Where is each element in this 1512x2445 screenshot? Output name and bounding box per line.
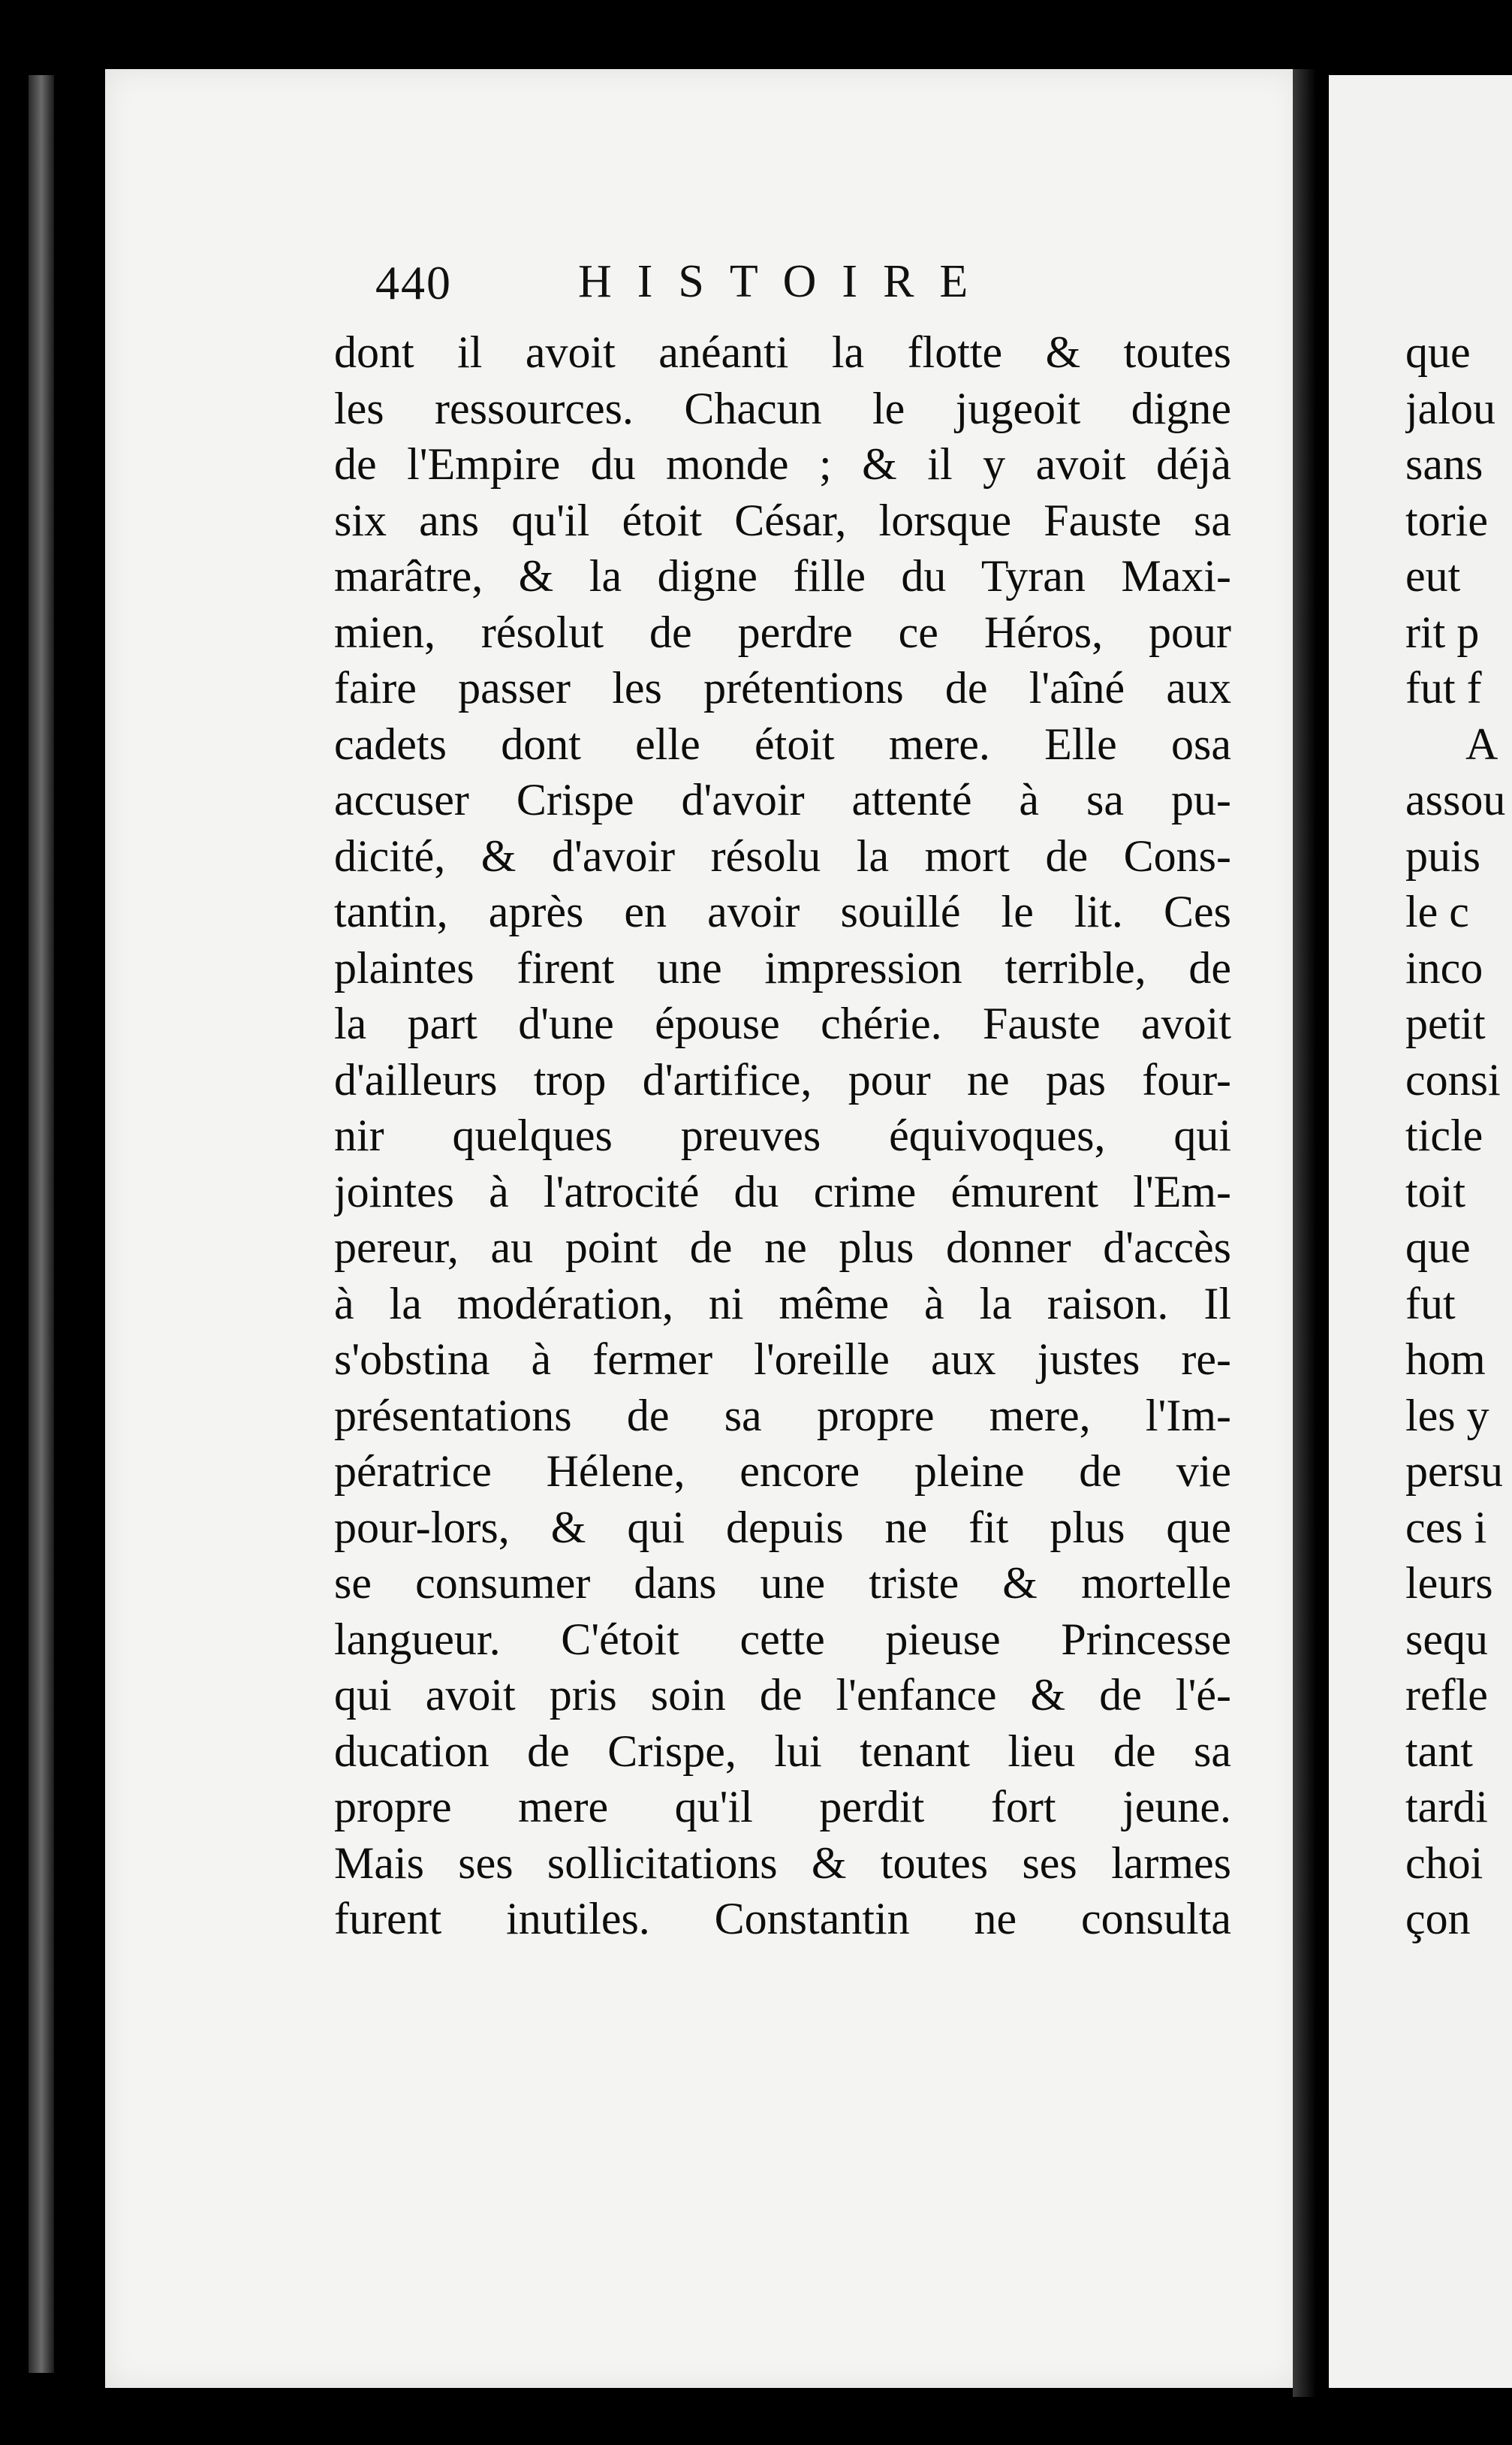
next-page-line: que: [1405, 1222, 1471, 1272]
text-line: Mais ses sollicitations & toutes ses larmes: [334, 1838, 1231, 1888]
running-head: HISTOIRE: [578, 256, 994, 307]
text-line: tantin, après en avoir souillé le lit. Ces: [334, 887, 1231, 936]
next-page-line: hom: [1405, 1334, 1486, 1384]
text-line: cadets dont elle étoit mere. Elle osa: [334, 719, 1231, 769]
text-line: qui avoit pris soin de l'enfance & de l'é-: [334, 1670, 1231, 1720]
text-line: se consumer dans une triste & mortelle: [334, 1558, 1231, 1608]
text-line: furent inutiles. Constantin ne consulta: [334, 1894, 1231, 1943]
next-page-line: le c: [1405, 887, 1469, 936]
gutter-shadow: [1293, 69, 1332, 2397]
text-line: s'obstina à fermer l'oreille aux justes re-: [334, 1334, 1231, 1384]
next-page-line: fut f: [1405, 663, 1482, 713]
next-page-line: tardi: [1405, 1782, 1488, 1831]
text-line: nir quelques preuves équivoques, qui: [334, 1111, 1231, 1160]
next-page-line: refle: [1405, 1670, 1488, 1720]
next-page-line: jalou: [1405, 383, 1495, 433]
text-line: pour-lors, & qui depuis ne fit plus que: [334, 1502, 1231, 1552]
next-page-line: tant: [1405, 1726, 1473, 1776]
next-page-line: inco: [1405, 942, 1483, 993]
next-page-line: puis: [1405, 831, 1481, 881]
text-line: pereur, au point de ne plus donner d'accès: [334, 1222, 1231, 1272]
text-line: d'ailleurs trop d'artifice, pour ne pas four-: [334, 1054, 1231, 1105]
next-page-line: torie: [1405, 495, 1488, 545]
text-line: faire passer les prétentions de l'aîné aux: [334, 663, 1231, 713]
next-page-line: rit p: [1405, 607, 1480, 657]
next-page-line: que: [1405, 327, 1471, 377]
text-line: plaintes firent une impression terrible, de: [334, 942, 1231, 993]
page-header: [375, 255, 1051, 323]
text-line: langueur. C'étoit cette pieuse Princesse: [334, 1614, 1231, 1664]
text-line: de l'Empire du monde ; & il y avoit déjà: [334, 439, 1231, 489]
text-line: la part d'une épouse chérie. Fauste avoit: [334, 999, 1231, 1048]
page-number: 440: [375, 256, 452, 309]
text-line: marâtre, & la digne fille du Tyran Maxi-: [334, 551, 1231, 601]
next-page-line: A: [1465, 719, 1498, 769]
body-text: [334, 324, 1231, 1947]
next-page-line: fut: [1405, 1278, 1456, 1328]
next-page-line: eut: [1405, 551, 1461, 601]
next-page-line: assou: [1405, 775, 1506, 825]
next-page-line: toit: [1405, 1166, 1466, 1216]
text-line: accuser Crispe d'avoir attenté à sa pu-: [334, 775, 1231, 825]
text-line: ducation de Crispe, lui tenant lieu de sa: [334, 1726, 1231, 1776]
next-page-line: persu: [1405, 1446, 1503, 1496]
text-line: jointes à l'atrocité du crime émurent l'Em-: [334, 1166, 1231, 1216]
text-line: à la modération, ni même à la raison. Il: [334, 1278, 1231, 1328]
text-line: six ans qu'il étoit César, lorsque Fauste sa: [334, 495, 1231, 545]
next-page-line: sans: [1405, 439, 1483, 489]
next-page-line: ticle: [1405, 1111, 1483, 1160]
next-page-line: leurs: [1405, 1558, 1493, 1608]
next-page-line: sequ: [1405, 1614, 1488, 1664]
text-line: dont il avoit anéanti la flotte & toutes: [334, 327, 1231, 377]
text-line: mien, résolut de perdre ce Héros, pour: [334, 607, 1231, 657]
next-page-line: choi: [1405, 1838, 1483, 1888]
next-page-line: les y: [1405, 1390, 1489, 1440]
text-line: propre mere qu'il perdit fort jeune.: [334, 1782, 1231, 1831]
next-page-line: ces i: [1405, 1502, 1487, 1552]
next-page-line: çon: [1405, 1894, 1471, 1943]
text-line: les ressources. Chacun le jugeoit digne: [334, 383, 1231, 433]
next-page-line: petit: [1405, 999, 1486, 1048]
next-page-text: [1405, 324, 1512, 1947]
text-line: dicité, & d'avoir résolu la mort de Cons-: [334, 831, 1231, 881]
previous-page-edge: [29, 75, 54, 2373]
text-line: présentations de sa propre mere, l'Im-: [334, 1390, 1231, 1440]
next-page-line: consi: [1405, 1054, 1501, 1105]
text-line: pératrice Hélene, encore pleine de vie: [334, 1446, 1231, 1496]
